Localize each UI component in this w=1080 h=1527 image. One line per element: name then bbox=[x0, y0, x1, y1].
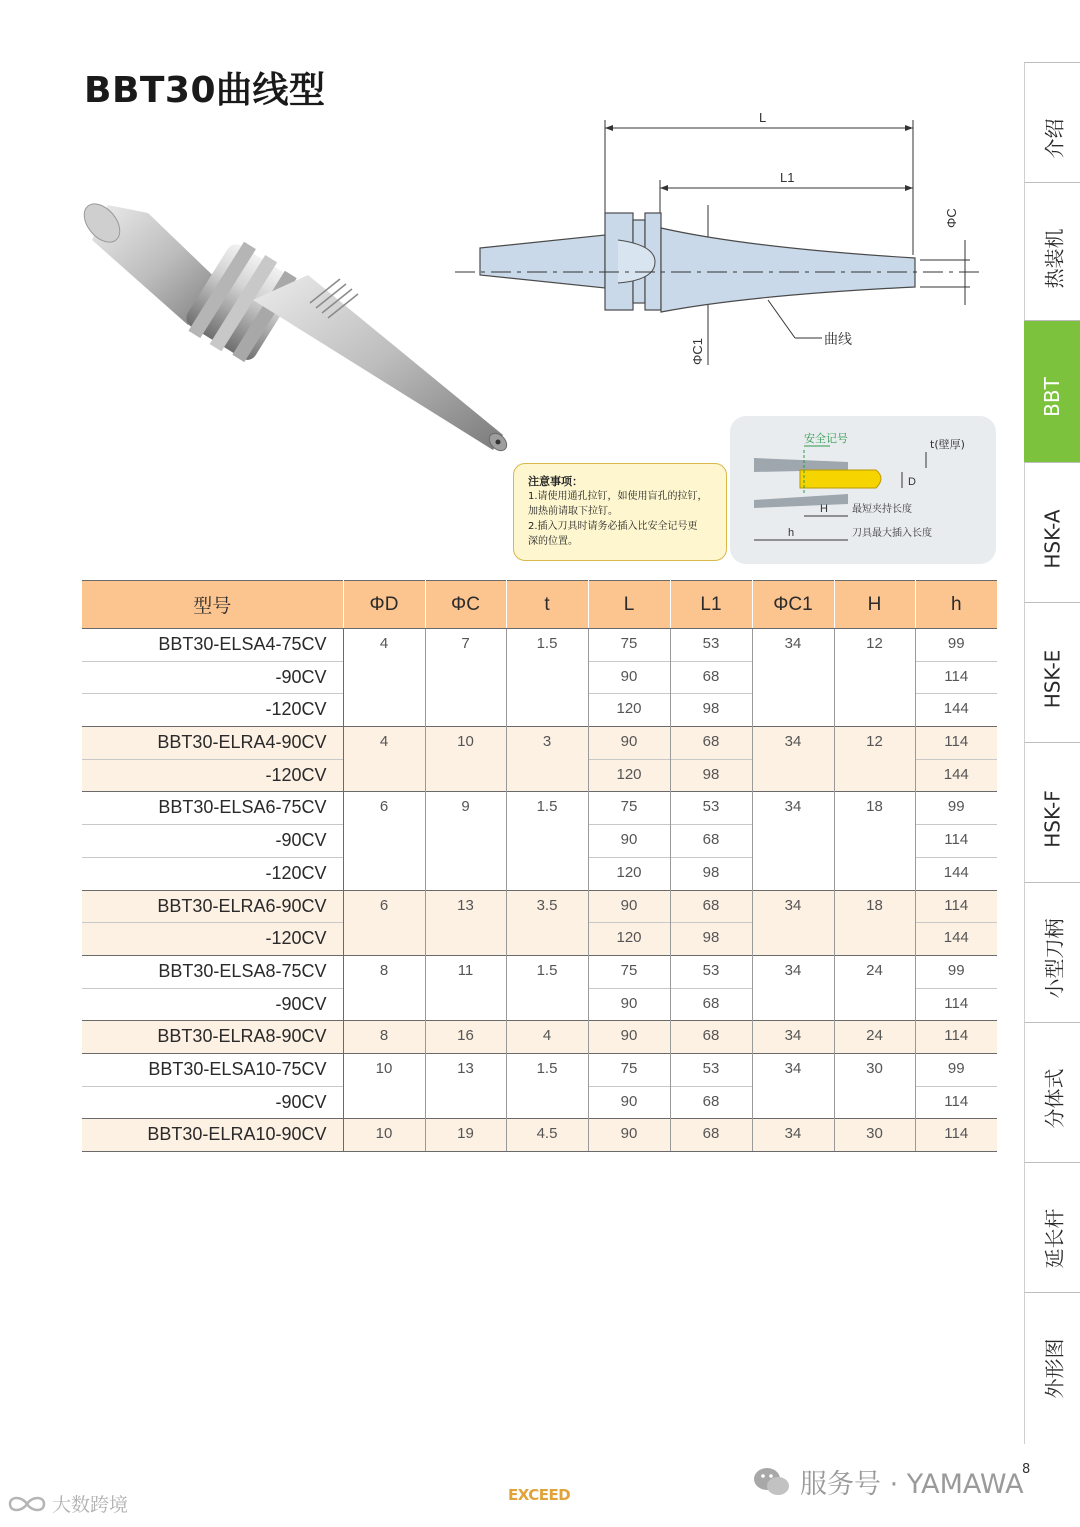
table-row bbox=[82, 1119, 997, 1152]
cell-phi-d: 8 bbox=[343, 955, 425, 1020]
cell-h-lower: 99 bbox=[915, 629, 997, 662]
side-tab-label: 小型刀柄 bbox=[1042, 918, 1066, 999]
cell-h-lower: 144 bbox=[915, 923, 997, 956]
dimension-drawing bbox=[450, 100, 990, 380]
side-tab-label: HSK-F bbox=[1040, 789, 1065, 848]
side-tab-label: 外形图 bbox=[1042, 1338, 1066, 1399]
cell-phi-c1: 34 bbox=[752, 955, 834, 1020]
cell-phi-d: 6 bbox=[343, 792, 425, 890]
header-h-lower: h bbox=[915, 581, 997, 629]
cell-h-lower: 114 bbox=[915, 825, 997, 858]
side-tab-label: 热装机 bbox=[1042, 228, 1066, 289]
table-row bbox=[82, 727, 997, 760]
notice-box bbox=[513, 463, 727, 561]
cell-h: 12 bbox=[834, 629, 915, 727]
cell-h-lower: 114 bbox=[915, 727, 997, 760]
wechat-icon bbox=[752, 1465, 792, 1499]
cell-h-lower: 99 bbox=[915, 792, 997, 825]
cell-h-lower: 144 bbox=[915, 759, 997, 792]
cell-phi-c: 13 bbox=[425, 1053, 506, 1118]
h-upper-label: H bbox=[820, 503, 828, 515]
cell-l1: 53 bbox=[670, 792, 752, 825]
cell-phi-d: 8 bbox=[343, 1021, 425, 1054]
header-l: L bbox=[588, 581, 670, 629]
cell-l: 120 bbox=[588, 857, 670, 890]
cell-h-lower: 144 bbox=[915, 694, 997, 727]
cell-l1: 68 bbox=[670, 1086, 752, 1119]
cell-l: 90 bbox=[588, 825, 670, 858]
cell-l: 75 bbox=[588, 955, 670, 988]
cell-h-lower: 114 bbox=[915, 988, 997, 1021]
label-L: L bbox=[759, 110, 767, 125]
max-insert-label: 刀具最大插入长度 bbox=[852, 528, 932, 539]
cell-l1: 53 bbox=[670, 1053, 752, 1086]
side-tab-label: 延长杆 bbox=[1042, 1208, 1066, 1269]
cell-t: 4 bbox=[506, 1021, 588, 1054]
side-tab-hsk-a[interactable] bbox=[1024, 462, 1080, 614]
cell-model: BBT30-ELRA10-90CV bbox=[82, 1119, 343, 1152]
cell-h-lower: 99 bbox=[915, 1053, 997, 1086]
table-header-row bbox=[82, 581, 997, 629]
cell-model: -120CV bbox=[82, 759, 343, 792]
table-row bbox=[82, 1021, 997, 1054]
side-tab-split-type[interactable] bbox=[1024, 1022, 1080, 1174]
side-tab-label: HSK-E bbox=[1040, 649, 1065, 708]
cell-h-lower: 114 bbox=[915, 1086, 997, 1119]
cell-model: -120CV bbox=[82, 694, 343, 727]
side-tab-hsk-f[interactable] bbox=[1024, 742, 1080, 894]
cell-l1: 68 bbox=[670, 1021, 752, 1054]
cell-l1: 53 bbox=[670, 955, 752, 988]
cell-l1: 68 bbox=[670, 727, 752, 760]
cell-l1: 68 bbox=[670, 988, 752, 1021]
cell-model: -90CV bbox=[82, 661, 343, 694]
cell-phi-c: 7 bbox=[425, 629, 506, 727]
table-row bbox=[82, 890, 997, 923]
table-row bbox=[82, 1053, 997, 1086]
cell-l: 90 bbox=[588, 988, 670, 1021]
cell-l: 90 bbox=[588, 661, 670, 694]
watermark-left-text: 大数跨境 bbox=[52, 1494, 129, 1516]
cell-t: 4.5 bbox=[506, 1119, 588, 1152]
cell-model: BBT30-ELSA6-75CV bbox=[82, 792, 343, 825]
exceed-logo: EXCEED bbox=[508, 1486, 571, 1504]
side-tab-hsk-e[interactable] bbox=[1024, 602, 1080, 754]
cell-l: 90 bbox=[588, 890, 670, 923]
page-number: 8 bbox=[1022, 1462, 1031, 1477]
cell-t: 1.5 bbox=[506, 792, 588, 890]
notice-line: 1.请使用通孔拉钉，如使用盲孔的拉钉， bbox=[528, 491, 708, 502]
cell-l1: 68 bbox=[670, 825, 752, 858]
header-l1: L1 bbox=[670, 581, 752, 629]
cell-phi-d: 4 bbox=[343, 727, 425, 792]
cell-model: BBT30-ELSA10-75CV bbox=[82, 1053, 343, 1086]
cell-h: 24 bbox=[834, 1021, 915, 1054]
cell-phi-c: 13 bbox=[425, 890, 506, 955]
cell-h-lower: 114 bbox=[915, 890, 997, 923]
header-phi-d: ΦD bbox=[343, 581, 425, 629]
d-label: D bbox=[908, 476, 916, 488]
label-curve: 曲线 bbox=[824, 332, 852, 348]
page-title: BBT30曲线型 bbox=[84, 70, 326, 111]
header-phi-c: ΦC bbox=[425, 581, 506, 629]
table-row bbox=[82, 629, 997, 662]
watermark-right-text: 服务号 · YAMAWA bbox=[800, 1469, 1024, 1500]
cell-phi-d: 4 bbox=[343, 629, 425, 727]
cell-phi-c1: 34 bbox=[752, 727, 834, 792]
cell-l1: 68 bbox=[670, 661, 752, 694]
cell-model: BBT30-ELRA6-90CV bbox=[82, 890, 343, 923]
cell-l1: 98 bbox=[670, 759, 752, 792]
notice-title: 注意事项： bbox=[528, 475, 583, 488]
cell-l1: 98 bbox=[670, 694, 752, 727]
cell-model: -90CV bbox=[82, 1086, 343, 1119]
label-L1: L1 bbox=[780, 170, 795, 185]
cell-model: BBT30-ELSA4-75CV bbox=[82, 629, 343, 662]
cell-h-lower: 99 bbox=[915, 955, 997, 988]
cell-h: 18 bbox=[834, 890, 915, 955]
cell-l1: 68 bbox=[670, 1119, 752, 1152]
cell-phi-c: 11 bbox=[425, 955, 506, 1020]
cell-l: 75 bbox=[588, 1053, 670, 1086]
cell-t: 1.5 bbox=[506, 629, 588, 727]
header-h: H bbox=[834, 581, 915, 629]
cell-model: -90CV bbox=[82, 825, 343, 858]
cell-t: 3.5 bbox=[506, 890, 588, 955]
cell-phi-c1: 34 bbox=[752, 1119, 834, 1152]
wall-thickness-label: t(壁厚) bbox=[930, 438, 965, 451]
cell-model: BBT30-ELRA8-90CV bbox=[82, 1021, 343, 1054]
side-tab-bbt[interactable] bbox=[1024, 320, 1080, 472]
cell-phi-c1: 34 bbox=[752, 1021, 834, 1054]
cell-phi-c: 10 bbox=[425, 727, 506, 792]
h-lower-label: h bbox=[788, 527, 795, 539]
cell-t: 1.5 bbox=[506, 955, 588, 1020]
side-tab-outline-drawing[interactable] bbox=[1024, 1292, 1080, 1444]
infinity-logo-icon bbox=[6, 1493, 48, 1515]
cell-phi-c1: 34 bbox=[752, 1053, 834, 1118]
label-phi-c1: ΦC1 bbox=[690, 338, 705, 365]
cell-h-lower: 114 bbox=[915, 661, 997, 694]
cell-phi-d: 10 bbox=[343, 1119, 425, 1152]
cell-l: 120 bbox=[588, 759, 670, 792]
label-phi-c: ΦC bbox=[944, 208, 959, 228]
notice-line: 加热前请取下拉钉。 bbox=[528, 506, 618, 517]
cell-h: 12 bbox=[834, 727, 915, 792]
safety-mark-label: 安全记号 bbox=[804, 432, 848, 445]
side-tab-heating-machine[interactable] bbox=[1024, 182, 1080, 334]
header-model: 型号 bbox=[82, 581, 343, 629]
side-tab-label: HSK-A bbox=[1040, 508, 1065, 569]
side-tab-label: 介绍 bbox=[1042, 118, 1066, 159]
cell-h-lower: 144 bbox=[915, 857, 997, 890]
cell-h: 30 bbox=[834, 1119, 915, 1152]
cell-l: 90 bbox=[588, 1021, 670, 1054]
cell-model: -120CV bbox=[82, 857, 343, 890]
cell-phi-c1: 34 bbox=[752, 792, 834, 890]
side-navigation bbox=[1024, 62, 1080, 1442]
watermark-right bbox=[752, 1462, 1024, 1501]
cell-h-lower: 114 bbox=[915, 1021, 997, 1054]
cell-model: BBT30-ELSA8-75CV bbox=[82, 955, 343, 988]
cell-l1: 98 bbox=[670, 857, 752, 890]
cell-t: 3 bbox=[506, 727, 588, 792]
cell-phi-c1: 34 bbox=[752, 629, 834, 727]
cell-phi-c: 16 bbox=[425, 1021, 506, 1054]
cell-phi-d: 10 bbox=[343, 1053, 425, 1118]
notice-line: 深的位置。 bbox=[528, 536, 578, 547]
cell-l1: 98 bbox=[670, 923, 752, 956]
cell-l: 120 bbox=[588, 694, 670, 727]
min-clamp-label: 最短夹持长度 bbox=[852, 504, 912, 515]
cell-phi-c1: 34 bbox=[752, 890, 834, 955]
cell-l: 90 bbox=[588, 1086, 670, 1119]
cell-model: -90CV bbox=[82, 988, 343, 1021]
insert-depth-diagram bbox=[730, 416, 996, 564]
side-tab-small-holder[interactable] bbox=[1024, 882, 1080, 1034]
cell-h: 30 bbox=[834, 1053, 915, 1118]
cell-l1: 53 bbox=[670, 629, 752, 662]
cell-phi-d: 6 bbox=[343, 890, 425, 955]
spec-table bbox=[82, 580, 997, 1152]
header-phi-c1: ΦC1 bbox=[752, 581, 834, 629]
cell-l: 90 bbox=[588, 727, 670, 760]
side-tab-label: 分体式 bbox=[1042, 1068, 1066, 1129]
cell-phi-c: 9 bbox=[425, 792, 506, 890]
cell-t: 1.5 bbox=[506, 1053, 588, 1118]
cell-h: 24 bbox=[834, 955, 915, 1020]
cell-l: 120 bbox=[588, 923, 670, 956]
side-tab-label: BBT bbox=[1039, 376, 1064, 417]
cell-h-lower: 114 bbox=[915, 1119, 997, 1152]
table-row bbox=[82, 792, 997, 825]
watermark-left bbox=[6, 1490, 128, 1517]
cell-l: 90 bbox=[588, 1119, 670, 1152]
notice-line: 2.插入刀具时请务必插入比安全记号更 bbox=[528, 521, 698, 532]
cell-phi-c: 19 bbox=[425, 1119, 506, 1152]
cell-h: 18 bbox=[834, 792, 915, 890]
header-t: t bbox=[506, 581, 588, 629]
cell-l: 75 bbox=[588, 629, 670, 662]
cell-model: BBT30-ELRA4-90CV bbox=[82, 727, 343, 760]
cell-l1: 68 bbox=[670, 890, 752, 923]
table-row bbox=[82, 955, 997, 988]
cell-l: 75 bbox=[588, 792, 670, 825]
cell-model: -120CV bbox=[82, 923, 343, 956]
